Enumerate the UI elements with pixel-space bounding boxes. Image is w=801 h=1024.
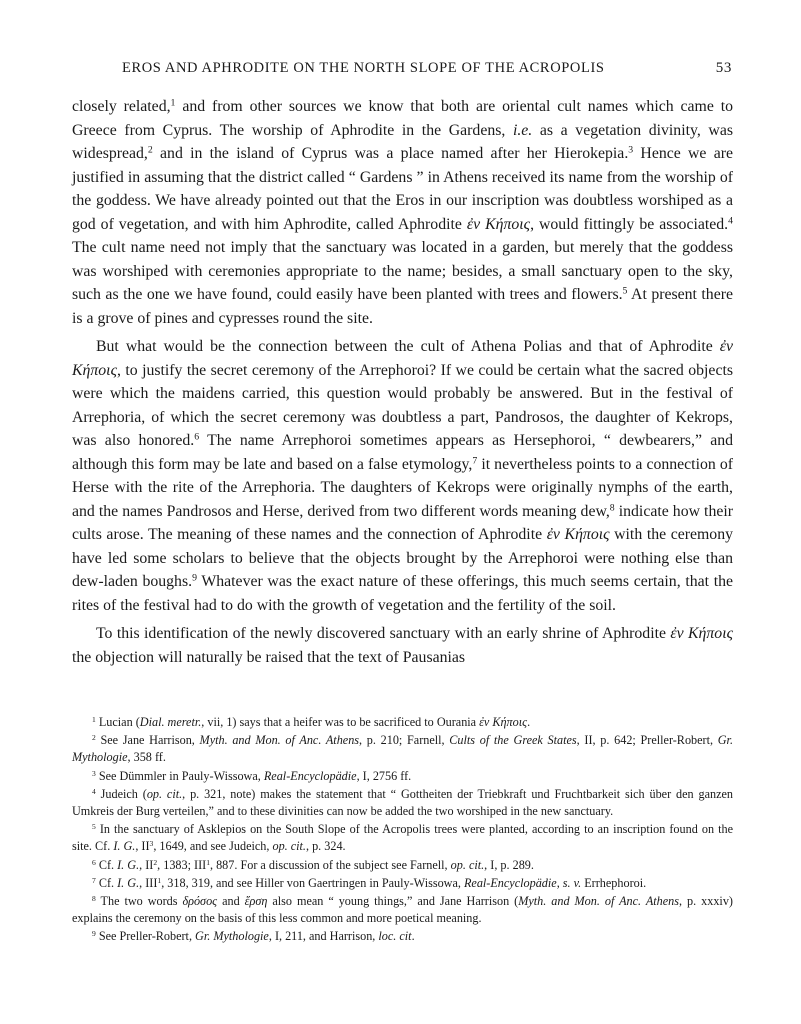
- footnote-marker: 7: [92, 875, 96, 885]
- text-run: , 358 ff.: [127, 750, 166, 765]
- text-run: , 318, 319, and see Hiller von Gaertringen in Pauly-Wissowa,: [161, 875, 464, 890]
- text-run: ,: [556, 875, 563, 890]
- text-run: Whatever was the exact nature of these offerings, this much seems certain, that the rites of the festival had to do with the growth of vegetation and the fertility of the soil.: [72, 573, 733, 614]
- italic-text: Gr. Mythologie: [195, 929, 269, 944]
- text-run: , vii, 1) says that a heifer was to be sacrificed to Ourania: [201, 715, 480, 729]
- text-run: , would fittingly be associated.: [530, 215, 729, 233]
- text-run: with the ceremony have led some scholars to believe that the objects brought by the Arrephoroi were nothing else than dew-laden boughs.: [72, 526, 733, 590]
- text-run: Hence we are justified in assuming that the district called “ Gardens ” in Athens received its name from the worship of the goddess. We have already pointed out that the Eros in our inscription was doubtless worshiped as a god of vegetation, and with him Aphrodite, called Aphrodite: [72, 145, 733, 233]
- text-run: The two words: [95, 894, 183, 909]
- text-run: See Preller-Robert,: [95, 929, 196, 944]
- italic-text: Dial. meretr.: [139, 715, 202, 729]
- text-run: Lucian (: [95, 715, 140, 729]
- footnote-8: [72, 893, 733, 927]
- superscript: 1: [206, 857, 210, 867]
- footnote-marker: 9: [92, 929, 96, 939]
- text-run: , p. 321, note) makes the statement that “ Gottheiten der Triebkraft und Fruchtbarkeit sich über den ganzen Umkreis der Burg verteilen,” and to these divinities can now be added the two worshiped in the new sanctuary.: [72, 786, 733, 819]
- italic-text: Real-Encyclopädie: [263, 768, 357, 783]
- italic-text: op. cit.: [450, 857, 485, 872]
- italic-text: loc. cit: [378, 929, 412, 944]
- text-run: But what would be the connection between the cult of Athena Polias and that of Aphrodite: [96, 338, 720, 355]
- paragraph-2: [72, 335, 733, 617]
- paragraph-1: [72, 95, 733, 330]
- italic-text: Gr. Mythologie: [72, 733, 733, 765]
- text-run: , II: [139, 857, 154, 872]
- text-run: In the sanctuary of Asklepios on the South Slope of the Acropolis trees were planted, according to an inscription found on the site. Cf.: [72, 822, 733, 854]
- footnotes: [72, 714, 733, 947]
- footnote-3: [72, 768, 733, 785]
- footnote-marker: 8: [92, 893, 96, 903]
- footnote-5: [72, 821, 733, 855]
- text-run: , I, 2756 ff.: [356, 768, 412, 783]
- text-run: as a vegetation divinity, was widespread,: [72, 121, 733, 162]
- text-run: The name Arrephoroi sometimes appears as Hersephoroi, “ dewbearers,” and although this form may be late and based on a false etymology,: [72, 432, 734, 473]
- footnote-marker: 1: [92, 714, 96, 724]
- italic-text: op. cit.: [272, 839, 306, 854]
- greek-text: ἐν Κήποις: [72, 338, 733, 379]
- footnote-marker: 4: [92, 786, 96, 796]
- text-run: , 1649, and see Judeich,: [153, 839, 273, 854]
- greek-text: ἐν Κήποις: [546, 526, 610, 543]
- superscript: 1: [157, 875, 162, 885]
- footnote-9: [72, 928, 733, 945]
- text-run: , 1383; III: [157, 857, 207, 872]
- text-run: , I, 211, and Harrison,: [268, 929, 379, 944]
- footnote-ref-9: 9: [192, 572, 197, 584]
- footnote-ref-7: 7: [472, 455, 478, 467]
- text-run: Cf.: [95, 875, 118, 890]
- italic-text: I. G.: [117, 857, 140, 872]
- footnote-marker: 5: [92, 822, 96, 832]
- text-run: See Dümmler in Pauly-Wissowa,: [95, 768, 264, 783]
- footnote-4: [72, 786, 733, 820]
- page-number: 53: [715, 60, 732, 76]
- italic-text: Cults of the Greek States: [449, 733, 577, 748]
- paragraph-3: [72, 622, 733, 669]
- text-run: Errhephoroi.: [581, 875, 647, 890]
- text-run: , 887. For a discussion of the subject see Farnell,: [209, 857, 451, 872]
- text-run: it nevertheless points to a connection of Herse with the rite of the Arrephoria. The daughters of Kekrops were originally nymphs of the earth, and the names Pandrosos and Herse, derived from two different words meaning dew,: [72, 455, 733, 520]
- text-run: , II, p. 642; Preller-Robert,: [576, 733, 718, 748]
- text-run: To this identification of the newly discovered sanctuary with an early shrine of Aphrodite: [96, 625, 671, 642]
- footnote-ref-6: 6: [194, 431, 200, 443]
- superscript: 3: [149, 839, 154, 849]
- text-run: See Jane Harrison,: [95, 733, 200, 748]
- italic-text: op. cit.: [146, 786, 183, 801]
- footnote-7: [72, 875, 733, 892]
- text-run: , p. xxxiv) explains the ceremony on the basis of this less common and more poetical meaning.: [72, 894, 733, 926]
- footnote-marker: 3: [92, 768, 96, 778]
- text-run: , p. 324.: [305, 839, 346, 854]
- footnote-ref-5: 5: [622, 285, 628, 297]
- italic-text: Real-Encyclopädie: [463, 875, 557, 890]
- footnote-2: [72, 732, 733, 766]
- italic-text: i.e.: [512, 121, 533, 139]
- greek-text: ἐν Κήποις: [466, 215, 531, 233]
- text-run: indicate how their cults arose. The meaning of these names and the connection of Aphrodite: [72, 502, 734, 543]
- text-run: , II: [135, 839, 150, 854]
- text-run: , to justify the secret ceremony of the Arrephoroi? If we could be certain what the sacred objects were which the maidens carried, this question would probably be answered. But in the festival of Arrephoria, of which the secret ceremony was doubtless a part, Pandrosos, the daughter of Kekrops, was also honored.: [72, 361, 733, 449]
- text-run: the objection will naturally be raised that the text of Pausanias: [72, 648, 466, 666]
- text-run: The cult name need not imply that the sanctuary was located in a garden, but merely that the goddess was worshiped with ceremonies appropriate to the name; besides, a small sanctuary open to the sky, such as the one we have found, could easily have been planted with trees and flowers.: [72, 239, 733, 303]
- text-run: , I, p. 289.: [484, 857, 534, 872]
- text-run: , III: [139, 875, 158, 890]
- italic-text: I. G.: [117, 875, 140, 890]
- italic-text: s. v.: [562, 875, 582, 890]
- footnote-ref-2: 2: [147, 144, 153, 156]
- footnote-ref-4: 4: [728, 215, 733, 227]
- text-run: and from other sources we know that both are oriental cult names which came to Greece from Cyprus. The worship of Aphrodite in the Gardens,: [72, 98, 733, 139]
- footnote-marker: 2: [92, 733, 96, 743]
- footnote-ref-3: 3: [628, 144, 634, 156]
- text-run: and: [217, 894, 245, 909]
- text-run: also mean “ young things,” and Jane Harrison (: [267, 894, 519, 909]
- running-title: EROS AND APHRODITE ON THE NORTH SLOPE OF THE ACROPOLIS: [122, 60, 605, 76]
- text-run: and in the island of Cyprus was a place named after her Hierokepia.: [152, 145, 629, 162]
- text-run: .: [527, 715, 531, 729]
- footnote-marker: 6: [92, 857, 96, 867]
- text-run: closely related,: [72, 98, 171, 115]
- body-text: [72, 95, 733, 674]
- text-run: Judeich (: [95, 786, 147, 801]
- text-run: , p. 210; Farnell,: [359, 733, 450, 748]
- greek-text: δρόσος: [182, 894, 218, 909]
- greek-text: ἐν Κήποις: [479, 715, 528, 729]
- footnote-6: [72, 857, 733, 874]
- greek-text: ἕρση: [244, 894, 268, 909]
- text-run: .: [411, 929, 415, 944]
- footnote-ref-1: 1: [170, 97, 176, 109]
- greek-text: ἐν Κήποις: [670, 625, 733, 642]
- superscript: 2: [153, 857, 158, 867]
- italic-text: Myth. and Mon. of Anc. Athens: [199, 733, 360, 748]
- italic-text: Myth. and Mon. of Anc. Athens: [518, 894, 680, 909]
- italic-text: I. G.: [113, 839, 136, 854]
- text-run: At present there is a grove of pines and cypresses round the site.: [72, 286, 733, 327]
- page-header: [72, 60, 732, 82]
- footnote-ref-8: 8: [609, 502, 615, 514]
- text-run: Cf.: [95, 857, 118, 872]
- footnote-1: [72, 714, 733, 731]
